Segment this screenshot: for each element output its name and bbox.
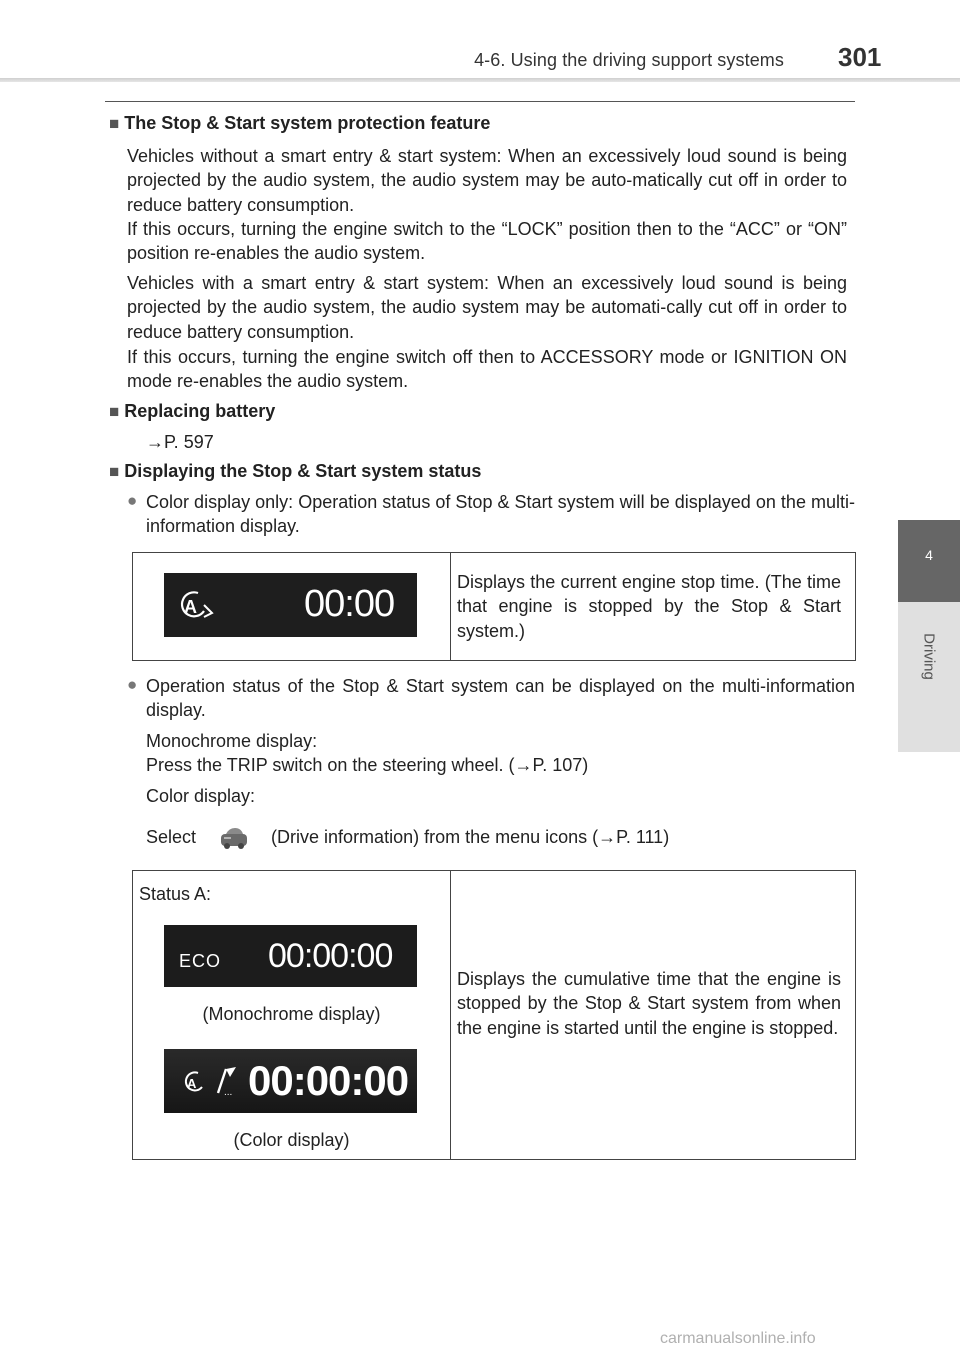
drive-information-icon: [219, 826, 249, 850]
heading-battery: [109, 401, 275, 422]
mono-display-caption: (Monochrome display): [202, 1004, 381, 1024]
section-title: 4-6. Using the driving support systems: [474, 50, 784, 70]
table-divider: [450, 871, 451, 1159]
mono-display-label: Monochrome display:: [146, 731, 318, 751]
square-bullet-icon: ■: [109, 462, 120, 481]
page-number: 301: [838, 42, 882, 72]
mono-display-instruction: Press the TRIP switch on the steering wheel. (→P. 107): [146, 755, 589, 775]
eco-indicator: ECO: [179, 951, 222, 971]
svg-text:...: ...: [224, 1087, 233, 1097]
bullet-color-only: Color display only: Operation status of Stop & Start system will be displayed on the multi-information display.: [146, 492, 855, 537]
para-protection-1: Vehicles without a smart entry & start system: When an excessively loud sound is being projected by the audio system, the audio system may be auto-matically cut off in order to reduce battery consumption.: [127, 146, 847, 215]
table-current-stop-time: [132, 552, 856, 661]
select-instruction: [146, 825, 669, 850]
mono-cumulative-time: 00:00:00: [268, 937, 393, 975]
heading-protection: [109, 113, 490, 134]
heading-status: [109, 461, 481, 482]
watermark: carmanualsonline.info: [660, 1330, 816, 1347]
stop-time-value: 00:00: [304, 583, 395, 625]
heading-battery-text: Replacing battery: [124, 401, 276, 421]
svg-text:A: A: [187, 1076, 197, 1091]
header-rule: [0, 78, 960, 82]
table1-description: Displays the current engine stop time. (The time that engine is stopped by the Stop & Start system.): [457, 572, 841, 641]
square-bullet-icon: ■: [109, 114, 120, 133]
square-bullet-icon: ■: [109, 402, 120, 421]
color-cumulative-time: 00:00:00: [248, 1057, 409, 1104]
section-rule: [105, 101, 855, 102]
table-divider: [450, 553, 451, 660]
auto-stop-start-icon: [180, 1069, 210, 1095]
mono-cumulative-display: [164, 925, 417, 987]
auto-stop-start-icon: [174, 587, 216, 623]
svg-text:A: A: [184, 597, 197, 617]
select-rest: (Drive information) from the menu icons (→P. 111): [271, 827, 670, 847]
battery-page-ref: →P. 597: [146, 432, 214, 452]
table2-description: Displays the cumulative time that the engine is stopped by the Stop & Start system from when the engine is started until the engine is stopped.: [457, 969, 841, 1038]
color-display-label: Color display:: [146, 786, 256, 806]
heading-protection-text: The Stop & Start system protection feature: [124, 113, 491, 133]
round-bullet-icon: ●: [127, 491, 138, 510]
heading-status-text: Displaying the Stop & Start system status: [124, 461, 482, 481]
chapter-label: Driving: [920, 633, 938, 680]
chapter-tab: [898, 520, 960, 602]
para-protection-3: Vehicles with a smart entry & start system: When an excessively loud sound is being projected by the audio system, the audio system may be automati-cally cut off in order to reduce battery consumption.: [127, 273, 847, 342]
status-a-label: Status A:: [139, 884, 212, 904]
para-protection-2: If this occurs, turning the engine switch to the “LOCK” position then to the “ACC” or “ON” position re-enables the audio system.: [127, 219, 847, 264]
para-protection-4: If this occurs, turning the engine switch off then to ACCESSORY mode or IGNITION ON mode re-enables the audio system.: [127, 347, 847, 392]
select-word: Select: [146, 827, 197, 847]
table-cumulative-stop-time: [132, 870, 856, 1160]
flag-icon: [214, 1063, 242, 1097]
round-bullet-icon: ●: [127, 675, 138, 694]
stop-time-display: [164, 573, 417, 637]
chapter-number: 4: [925, 547, 933, 563]
bullet-multi-info: Operation status of the Stop & Start system can be displayed on the multi-information display.: [146, 676, 855, 721]
color-cumulative-display: [164, 1049, 417, 1113]
color-display-caption: (Color display): [233, 1130, 350, 1150]
